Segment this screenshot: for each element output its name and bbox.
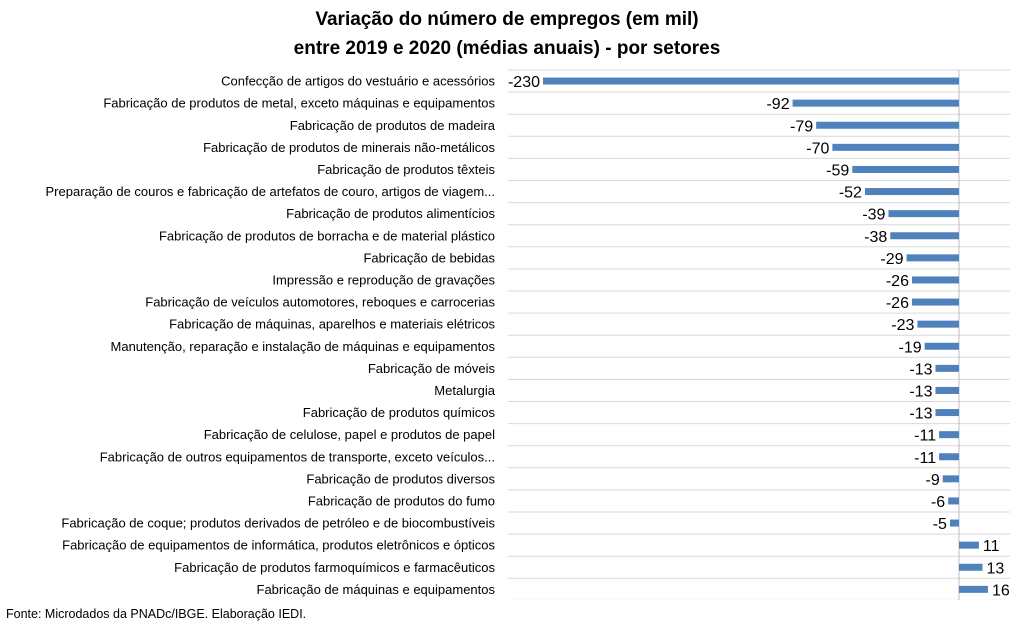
- bar: [935, 409, 959, 416]
- bar: [890, 232, 959, 239]
- data-label: -26: [885, 272, 909, 290]
- bar: [948, 497, 959, 504]
- data-label: -5: [932, 516, 947, 534]
- data-label: -38: [864, 228, 888, 246]
- bar: [793, 100, 959, 107]
- bar: [939, 431, 959, 438]
- bar: [950, 520, 959, 527]
- bar: [832, 144, 959, 151]
- source-note: Fonte: Microdados da PNADc/IBGE. Elaboração IEDI.: [6, 607, 307, 621]
- category-label: Manutenção, reparação e instalação de máquinas e equipamentos: [110, 338, 495, 354]
- data-label: -6: [930, 493, 946, 511]
- data-label: -59: [826, 162, 850, 180]
- bar: [888, 210, 959, 217]
- data-label: -11: [914, 427, 937, 445]
- bar: [943, 475, 959, 482]
- bar: [935, 387, 959, 394]
- bar: [912, 276, 959, 283]
- category-label: Fabricação de produtos farmoquímicos e farmacêuticos: [174, 559, 495, 575]
- bar: [959, 586, 988, 593]
- category-label: Fabricação de máquinas e equipamentos: [256, 581, 495, 597]
- category-label: Fabricação de produtos de madeira: [289, 117, 495, 133]
- bar: [816, 122, 959, 129]
- category-label: Fabricação de produtos diversos: [306, 471, 495, 487]
- data-label: -79: [789, 118, 814, 136]
- chart-title: Variação do número de empregos (em mil): [315, 9, 699, 30]
- category-label: Preparação de couros e fabricação de artefatos de couro, artigos de viagem...: [45, 184, 495, 200]
- category-label: Fabricação de equipamentos de informática, produtos eletrônicos e ópticos: [62, 537, 495, 553]
- category-label: Fabricação de produtos químicos: [302, 405, 495, 421]
- bar: [939, 453, 959, 460]
- data-label: -70: [806, 140, 830, 158]
- data-label: -13: [909, 405, 933, 423]
- data-label: -11: [914, 449, 937, 467]
- bar: [543, 78, 959, 85]
- category-label: Metalurgia: [434, 382, 495, 398]
- category-label: Fabricação de coque; produtos derivados de petróleo e de biocombustíveis: [61, 515, 495, 531]
- bar: [935, 365, 959, 372]
- bar: [907, 254, 959, 261]
- data-label: -39: [862, 206, 886, 224]
- bar: [865, 188, 959, 195]
- category-label: Fabricação de bebidas: [363, 250, 495, 266]
- data-label: -13: [909, 361, 933, 379]
- category-label: Fabricação de máquinas, aparelhos e materiais elétricos: [169, 316, 495, 332]
- data-label: -92: [766, 96, 790, 114]
- data-label: 16: [991, 582, 1010, 600]
- category-label: Fabricação de celulose, papel e produtos de papel: [203, 427, 495, 443]
- data-label: -230: [507, 74, 540, 92]
- data-label: 11: [982, 538, 1000, 556]
- data-label: -9: [925, 471, 940, 489]
- category-label: Fabricação de veículos automotores, reboques e carrocerias: [145, 294, 495, 310]
- category-label: Fabricação de produtos de borracha e de material plástico: [158, 228, 495, 244]
- data-label: -29: [880, 250, 904, 268]
- category-label: Fabricação de produtos de minerais não-metálicos: [203, 139, 495, 155]
- category-label: Fabricação de produtos de metal, exceto máquinas e equipamentos: [103, 95, 495, 111]
- data-label: -13: [909, 383, 933, 401]
- category-label: Fabricação de produtos têxteis: [317, 161, 495, 177]
- data-label: -52: [838, 184, 862, 202]
- category-label: Impressão e reprodução de gravações: [272, 272, 495, 288]
- data-label: 13: [986, 560, 1005, 578]
- bar: [959, 564, 983, 571]
- bar: [852, 166, 959, 173]
- category-label: Fabricação de móveis: [367, 360, 495, 376]
- chart-subtitle: entre 2019 e 2020 (médias anuais) - por setores: [293, 38, 721, 59]
- category-label: Fabricação de produtos do fumo: [307, 493, 495, 509]
- data-label: -26: [885, 295, 909, 313]
- category-label: Fabricação de outros equipamentos de transporte, exceto veículos...: [99, 449, 495, 465]
- bar: [959, 542, 979, 549]
- category-label: Confecção de artigos do vestuário e acessórios: [221, 73, 495, 89]
- bar: [917, 321, 959, 328]
- bar: [912, 299, 959, 306]
- data-label: -19: [898, 339, 922, 357]
- category-label: Fabricação de produtos alimentícios: [286, 206, 495, 222]
- bar: [925, 343, 959, 350]
- data-label: -23: [891, 317, 915, 335]
